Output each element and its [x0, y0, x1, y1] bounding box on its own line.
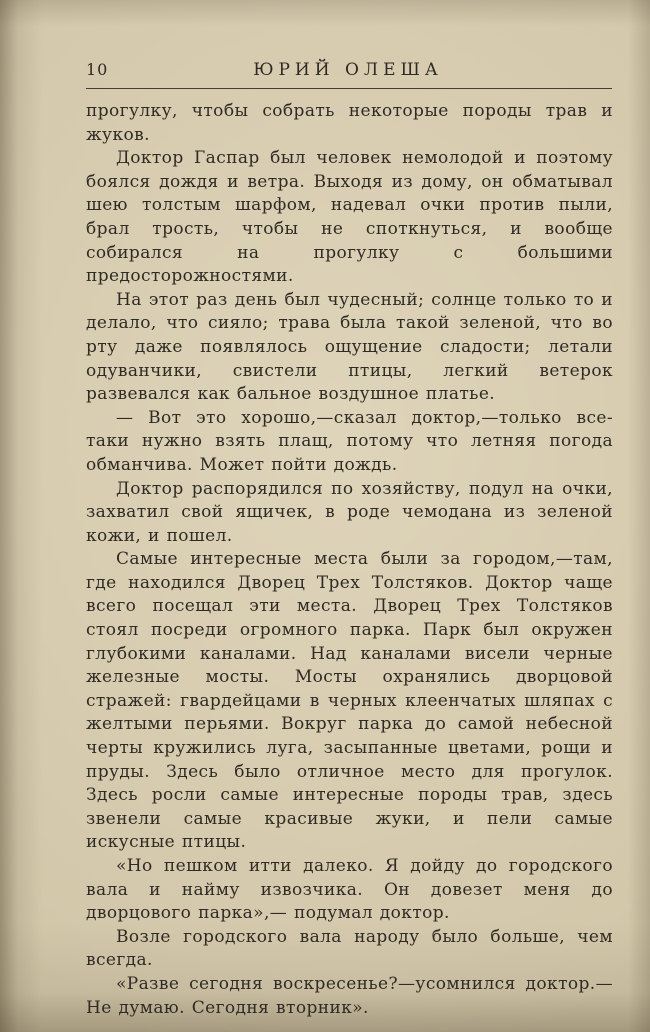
body-text	[86, 100, 613, 1020]
paragraph: Доктор распорядился по хозяйству, подул на очки, захватил свой ящичек, в роде чемодана из зеленой кожи, и пошел.	[86, 478, 613, 546]
running-title: ЮРИЙ ОЛЕША	[253, 60, 443, 80]
paragraph: На этот раз день был чудесный; солнце только то и делало, что сияло; трава была такой зеленой, что во рту даже появлялось ощущение сладости; летали одуванчики, свистели птицы, легкий ветерок развевался как бальное воздушное платье.	[86, 289, 613, 405]
header-rule	[86, 88, 612, 89]
paragraph: Самые интересные места были за городом,—там, где находился Дворец Трех Толстяков. Доктор чаще всего посещал эти места. Дворец Трех Толстяков стоял посреди огромного парка. Парк был окружен глубокими каналами. Над каналами висели черные железные мосты. Мосты охранялись дворцовой стражей: гвардейцами в черных клеенчатых шляпах с желтыми перьями. Вокруг парка до самой небесной черты кружились луга, засыпанные цветами, рощи и пруды. Здесь было отличное место для прогулок. Здесь росли самые интересные породы трав, здесь звенели самые красивые жуки, и пели самые искусные птицы.	[86, 549, 613, 853]
page-number: 10	[86, 60, 109, 79]
paragraph: Возле городского вала народу было больше, чем всегда.	[86, 926, 613, 971]
paragraph: Доктор Гаспар был человек немолодой и поэтому боялся дождя и ветра. Выходя из дому, он обматывал шею толстым шарфом, надевал очки против пыли, брал трость, чтобы не споткнуться, и вообще собирался на прогулку с большими предосторожностями.	[86, 148, 613, 287]
paragraph: «Разве сегодня воскресенье?—усомнился доктор.—Не думаю. Сегодня вторник».	[86, 973, 613, 1018]
paragraph: прогулку, чтобы собрать некоторые породы трав и жуков.	[86, 101, 613, 145]
paragraph: — Вот это хорошо,—сказал доктор,—только все-таки нужно взять плащ, потому что летняя погода обманчива. Может пойти дождь.	[86, 407, 613, 475]
running-head	[86, 60, 610, 80]
paragraph: «Но пешком итти далеко. Я дойду до городского вала и найму извозчика. Он довезет меня до дворцового парка»,— подумал доктор.	[86, 856, 613, 924]
